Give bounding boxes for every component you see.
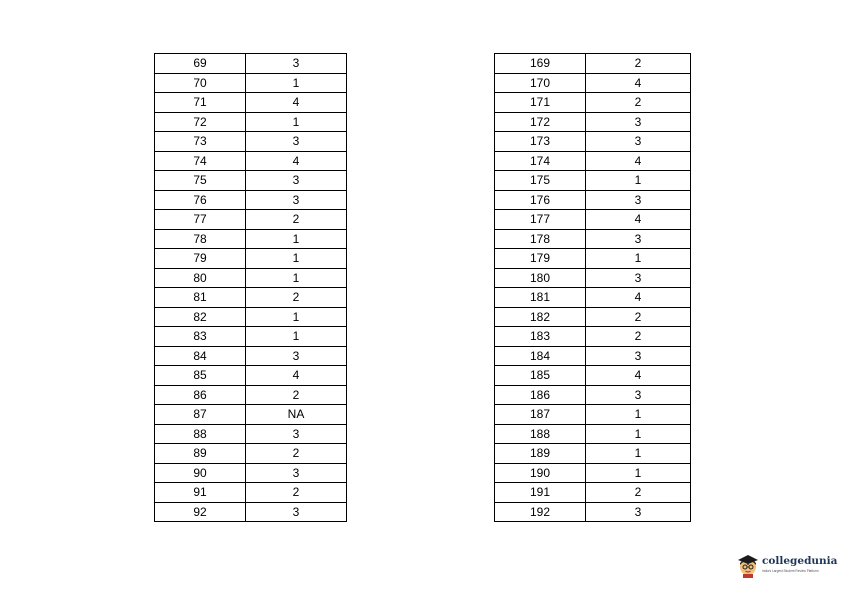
question-number-cell: 170 — [495, 73, 586, 93]
question-number-cell: 88 — [155, 424, 246, 444]
question-number-cell: 174 — [495, 151, 586, 171]
question-number-cell: 82 — [155, 307, 246, 327]
answer-cell: 3 — [586, 229, 691, 249]
question-number-cell: 175 — [495, 171, 586, 191]
question-number-cell: 179 — [495, 249, 586, 269]
question-number-cell: 69 — [155, 54, 246, 74]
question-number-cell: 189 — [495, 444, 586, 464]
table-row — [495, 73, 691, 93]
question-number-cell: 79 — [155, 249, 246, 269]
question-number-cell: 85 — [155, 366, 246, 386]
table-row — [155, 171, 347, 191]
answer-cell: 3 — [246, 132, 347, 152]
question-number-cell: 80 — [155, 268, 246, 288]
table-row — [495, 54, 691, 74]
answer-cell: 3 — [246, 346, 347, 366]
table-row — [495, 249, 691, 269]
table-row — [495, 463, 691, 483]
question-number-cell: 81 — [155, 288, 246, 308]
question-number-cell: 176 — [495, 190, 586, 210]
collegedunia-logo — [736, 552, 836, 578]
answer-cell: 1 — [246, 327, 347, 347]
table-row — [155, 229, 347, 249]
answer-cell: NA — [246, 405, 347, 425]
question-number-cell: 77 — [155, 210, 246, 230]
question-number-cell: 183 — [495, 327, 586, 347]
answer-cell: 2 — [246, 385, 347, 405]
question-number-cell: 75 — [155, 171, 246, 191]
answer-cell: 4 — [586, 366, 691, 386]
answer-cell: 4 — [246, 93, 347, 113]
question-number-cell: 71 — [155, 93, 246, 113]
question-number-cell: 72 — [155, 112, 246, 132]
table-row — [495, 502, 691, 522]
question-number-cell: 87 — [155, 405, 246, 425]
question-number-cell: 177 — [495, 210, 586, 230]
table-row — [495, 112, 691, 132]
question-number-cell: 84 — [155, 346, 246, 366]
answer-cell: 1 — [586, 463, 691, 483]
answer-cell: 1 — [586, 249, 691, 269]
table-row — [155, 151, 347, 171]
answer-cell: 1 — [586, 444, 691, 464]
table-row — [155, 112, 347, 132]
question-number-cell: 192 — [495, 502, 586, 522]
question-number-cell: 73 — [155, 132, 246, 152]
table-row — [495, 483, 691, 503]
table-row — [155, 307, 347, 327]
table-row — [155, 327, 347, 347]
question-number-cell: 169 — [495, 54, 586, 74]
question-number-cell: 172 — [495, 112, 586, 132]
answer-cell: 2 — [246, 444, 347, 464]
table-row — [155, 93, 347, 113]
question-number-cell: 182 — [495, 307, 586, 327]
answer-cell: 2 — [586, 54, 691, 74]
table-row — [495, 288, 691, 308]
table-row — [495, 385, 691, 405]
question-number-cell: 188 — [495, 424, 586, 444]
table-row — [155, 483, 347, 503]
question-number-cell: 187 — [495, 405, 586, 425]
table-row — [155, 463, 347, 483]
question-number-cell: 91 — [155, 483, 246, 503]
question-number-cell: 78 — [155, 229, 246, 249]
table-row — [495, 307, 691, 327]
answer-cell: 1 — [586, 405, 691, 425]
answer-cell: 2 — [246, 483, 347, 503]
answer-cell: 3 — [246, 424, 347, 444]
table-row — [155, 268, 347, 288]
table-row — [155, 190, 347, 210]
answer-table-left — [154, 53, 347, 522]
answer-table-left-body — [155, 54, 347, 522]
question-number-cell: 181 — [495, 288, 586, 308]
answer-cell: 3 — [246, 171, 347, 191]
answer-cell: 2 — [586, 93, 691, 113]
answer-cell: 3 — [586, 268, 691, 288]
answer-cell: 1 — [246, 112, 347, 132]
table-row — [495, 366, 691, 386]
question-number-cell: 83 — [155, 327, 246, 347]
table-row — [495, 268, 691, 288]
table-row — [155, 132, 347, 152]
question-number-cell: 180 — [495, 268, 586, 288]
table-row — [155, 288, 347, 308]
table-row — [495, 132, 691, 152]
answer-cell: 1 — [246, 268, 347, 288]
answer-cell: 1 — [586, 424, 691, 444]
answer-cell: 3 — [246, 54, 347, 74]
answer-table-right-body — [495, 54, 691, 522]
answer-cell: 3 — [586, 502, 691, 522]
question-number-cell: 89 — [155, 444, 246, 464]
answer-cell: 3 — [586, 112, 691, 132]
answer-cell: 4 — [586, 288, 691, 308]
table-row — [155, 210, 347, 230]
question-number-cell: 186 — [495, 385, 586, 405]
table-row — [495, 327, 691, 347]
answer-cell: 1 — [586, 171, 691, 191]
table-row — [495, 151, 691, 171]
table-row — [495, 171, 691, 191]
answer-cell: 2 — [586, 483, 691, 503]
answer-table-right — [494, 53, 691, 522]
table-row — [495, 190, 691, 210]
question-number-cell: 190 — [495, 463, 586, 483]
answer-cell: 3 — [586, 385, 691, 405]
table-row — [495, 229, 691, 249]
answer-cell: 4 — [586, 151, 691, 171]
table-row — [155, 73, 347, 93]
answer-cell: 4 — [586, 73, 691, 93]
logo-tagline: India's Largest Student Review Platform — [762, 569, 819, 573]
answer-cell: 2 — [586, 327, 691, 347]
answer-cell: 1 — [246, 229, 347, 249]
question-number-cell: 76 — [155, 190, 246, 210]
table-row — [495, 346, 691, 366]
answer-cell: 3 — [586, 346, 691, 366]
answer-cell: 4 — [246, 151, 347, 171]
question-number-cell: 90 — [155, 463, 246, 483]
graduate-mascot-icon — [736, 552, 760, 578]
answer-cell: 3 — [586, 132, 691, 152]
table-row — [495, 405, 691, 425]
question-number-cell: 74 — [155, 151, 246, 171]
answer-cell: 1 — [246, 307, 347, 327]
table-row — [155, 405, 347, 425]
question-number-cell: 171 — [495, 93, 586, 113]
table-row — [155, 424, 347, 444]
answer-cell: 2 — [586, 307, 691, 327]
answer-cell: 3 — [586, 190, 691, 210]
question-number-cell: 86 — [155, 385, 246, 405]
question-number-cell: 173 — [495, 132, 586, 152]
table-row — [155, 444, 347, 464]
logo-wordmark: collegedunia — [762, 555, 838, 567]
answer-cell: 2 — [246, 288, 347, 308]
table-row — [495, 210, 691, 230]
answer-cell: 3 — [246, 502, 347, 522]
question-number-cell: 178 — [495, 229, 586, 249]
answer-cell: 1 — [246, 73, 347, 93]
answer-cell: 4 — [246, 366, 347, 386]
table-row — [155, 385, 347, 405]
answer-cell: 2 — [246, 210, 347, 230]
answer-cell: 3 — [246, 190, 347, 210]
table-row — [155, 366, 347, 386]
table-row — [155, 54, 347, 74]
table-row — [495, 424, 691, 444]
table-row — [495, 93, 691, 113]
question-number-cell: 92 — [155, 502, 246, 522]
question-number-cell: 70 — [155, 73, 246, 93]
table-row — [495, 444, 691, 464]
question-number-cell: 191 — [495, 483, 586, 503]
table-row — [155, 502, 347, 522]
answer-cell: 4 — [586, 210, 691, 230]
table-row — [155, 249, 347, 269]
question-number-cell: 184 — [495, 346, 586, 366]
answer-cell: 3 — [246, 463, 347, 483]
table-row — [155, 346, 347, 366]
question-number-cell: 185 — [495, 366, 586, 386]
answer-cell: 1 — [246, 249, 347, 269]
